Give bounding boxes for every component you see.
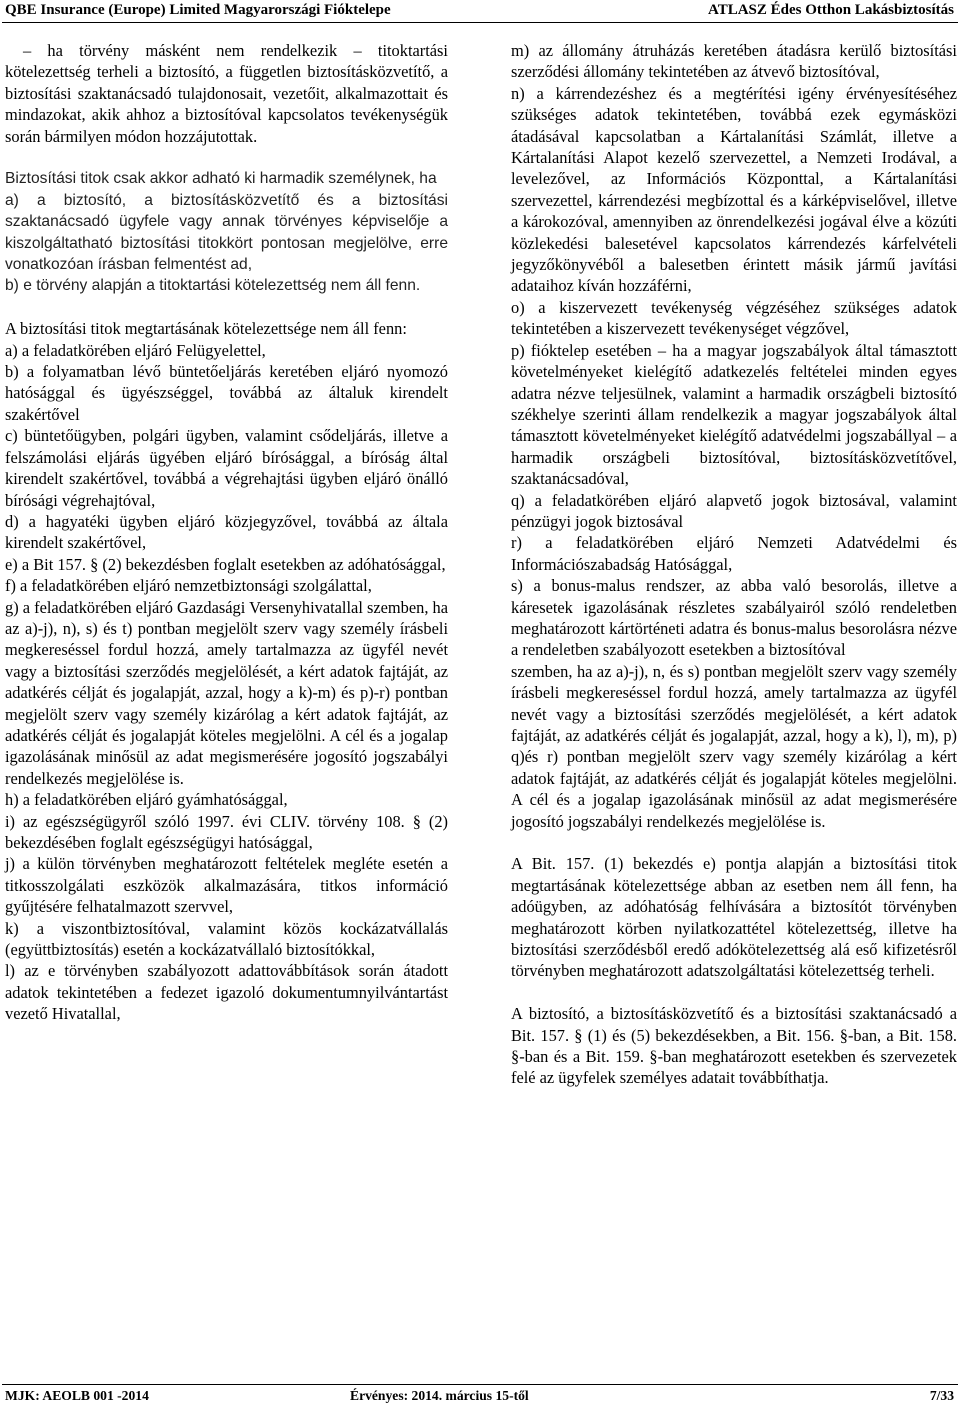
header-rule: [2, 22, 958, 23]
paragraph-exceptions-intro: A biztosítási titok megtartásának kötelezettsége nem áll fenn:: [5, 319, 407, 339]
list-item: e) a Bit 157. § (2) bekezdésben foglalt esetekben az adóhatósággal,: [5, 554, 446, 574]
header-product: ATLASZ Édes Otthon Lakásbiztosítás: [707, 2, 954, 18]
header-company: QBE Insurance (Europe) Limited Magyarországi Fióktelepe: [5, 2, 391, 18]
list-item: l) az e törvényben szabályozott adattovábbítások során átadott adatok tekintetében a fedezet igazoló dokumentumnyilvántartást vezető Hivatallal,: [5, 961, 448, 1024]
list-item: k) a viszontbiztosítóval, valamint közös kockázatvállalás (együttbiztosítás) esetén a kockázatvállaló biztosítókkal,: [5, 918, 448, 960]
paragraph-request-requirements: szemben, ha az a)-j), n, és s) pontban megjelölt szerv vagy személy írásbeli megkereséssel fordul hozzá, amely tartalmazza az ügyfél nevét vagy a biztosítási szerződés megjelölését, a kért adatok fajtáját, az adatkérés célját és jogalapját, azzal, hogy a k), l), m), p) q)és r) pontban megjelölt szerv vagy személy kizárólag a kért adatok fajtáját, az adatkérés célját és jogalapját köteles megjelölni. A cél és a jogalap igazolásának minősül az adat megismerésére jogosító jogszabályi rendelkezés megjelölése is.: [511, 661, 957, 831]
list-item: a) a biztosító, a biztosításközvetítő és a biztosítási szaktanácsadó ügyfele vagy annak törvényes képviselője a kiszolgáltatható biztosítási titokkört pontosan megjelölve, erre vonatkozóan írásban felmentést ad,: [5, 191, 448, 274]
list-item: p) fióktelep esetében – ha a magyar jogszabályok által támasztott követelményeket kielégítő adatkezelés feltételei minden egyes adatra nézve teljesülnek, valamint a harmadik országbeli biztosító székhelye szerinti állam rendelkezik a magyar jogszabályok által támasztott követelményeket kielégítő adatvédelmi jogszabállyal – a harmadik országbeli biztosítóval, biztosításközvetítővel, szaktanácsadóval,: [511, 340, 957, 489]
footer-document-code: MJK: AEOLB 001 -2014: [5, 1388, 149, 1403]
list-item: o) a kiszervezett tevékenység végzéséhez szükséges adatok tekintetében a kiszervezett tevékenységet végzővel,: [511, 297, 957, 339]
list-item: d) a hagyatéki ügyben eljáró közjegyzővel, továbbá az általa kirendelt szakértővel,: [5, 511, 448, 553]
paragraph-data-transfer: A biztosító, a biztosításközvetítő és a biztosítási szaktanácsadó a Bit. 157. § (1) és (5) bekezdésekben, a Bit. 156. §-ban, a Bit. 158. §-ban és a Bit. 159. §-ban meghatározott esetekben és szervezetek felé az ügyfelek személyes adatait továbbíthatja.: [511, 1004, 957, 1088]
list-item: f) a feladatkörében eljáró nemzetbiztonsági szolgálattal,: [5, 576, 372, 596]
list-item: b) a folyamatban lévő büntetőeljárás keretében eljáró nyomozó hatósággal és ügyészséggel, továbbá az általuk kirendelt szakértővel: [5, 362, 448, 424]
footer-validity: Érvényes: 2014. március 15-től: [350, 1388, 529, 1403]
page-footer: [0, 1386, 960, 1406]
page-header: [0, 0, 960, 22]
list-item: g) a feladatkörében eljáró Gazdasági Versenyhivatallal szemben, ha az a)-j), n), s) és t) pontban megjelölt szerv vagy személy írásbeli megkereséssel fordul hozzá, amely tartalmazza az ügyfél nevét vagy a biztosítási szerződés megjelölését, a kért adatok fajtáját, az adatkérés célját és jogalapját, azzal, hogy a k)-m) és p)-r) pontban megjelölt szerv vagy személy kizárólag a kért adatok fajtáját, az adatkérés célját és jogalapját köteles megjelölni. A cél és a jogalap igazolásának minősül az adat megismerésére jogosító jogszabályi rendelkezés megjelölése is.: [5, 597, 448, 788]
list-item: a) a feladatkörében eljáró Felügyelettel,: [5, 340, 266, 360]
list-item: b) e törvény alapján a titoktartási kötelezettség nem áll fenn.: [5, 277, 421, 295]
list-item: r) a feladatkörében eljáró Nemzeti Adatvédelmi és Információszabadság Hatósággal,: [511, 533, 957, 574]
list-item: c) büntetőügyben, polgári ügyben, valamint csődeljárás, illetve a felszámolási eljárás ügyében eljáró bírósággal, a bíróság által kirendelt szakértővel, továbbá a végrehajtási ügyben eljáró önálló bírósági végrehajtóval,: [5, 426, 448, 510]
list-item: i) az egészségügyről szóló 1997. évi CLIV. törvény 108. § (2) bekezdésében foglalt egészségügyi hatósággal,: [5, 811, 448, 852]
list-item: s) a bonus-malus rendszer, az abba való besorolás, illetve a káresetek igazolásának részletes szabályairól szóló rendeletben meghatározott kártörténeti adatra és bonus-malus besorolásra nézve a rendeletben szabályozott esetekben a biztosítóval: [511, 576, 957, 660]
paragraph-tax-exception: A Bit. 157. (1) bekezdés e) pontja alapján a biztosítási titok megtartásának kötelezettsége abban az esetben nem áll fenn, ha adóügyben, az adóhatóság felhívására a biztosítót törvényben meghatározott körben nyilatkozattétel kötelezettség, illetve ha biztosítási szerződésből eredő adókötelezettség alá eső kifizetésről törvényben meghatározott adatszolgáltatási kötelezettség terheli.: [511, 854, 957, 981]
list-item: m) az állomány átruházás keretében átadásra kerülő biztosítási szerződési állomány tekintetében az átvevő biztosítóval,: [511, 41, 957, 82]
footer-rule: [2, 1384, 958, 1385]
list-item: n) a kárrendezéshez és a megtérítési igény érvényesítéséhez szükséges adatok tekintetében, továbbá ezek egymásközi átadásával kapcsolatban a Kártalanítási Számlát, illetve a Kártalanítási Alapot kezelő szervezettel, a Nemzeti Irodával, a levelezővel, az Információs Központtal, a Kártalanítási szervezettel, kárrendezési megbízottal és a kárképviselővel, illetve a károkozóval, amennyiben az önrendelkezési jogával élve a közúti közlekedési balesetével kapcsolatos kárrendezés kárfelvételi jegyzőkönyvéből a balesetben érintett másik jármű javítási adataihoz kíván hozzáférni,: [511, 83, 957, 296]
list-item: h) a feladatkörében eljáró gyámhatósággal,: [5, 790, 288, 810]
footer-page-number: 7/33: [929, 1388, 954, 1403]
paragraph-confidentiality-intro: – ha törvény másként nem rendelkezik – titoktartási kötelezettség terheli a biztosító, a független biztosításközvetítő, a biztosítási szaktanácsadó tulajdonosait, vezetőit, alkalmazottait és mindazokat, akik ahhoz a biztosítóval kapcsolatos tevékenységük során bármilyen módon hozzájutottak.: [5, 41, 448, 146]
paragraph-disclosure-conditions: Biztosítási titok csak akkor adható ki harmadik személynek, ha: [5, 170, 437, 188]
list-item: j) a külön törvényben meghatározott feltételek megléte esetén a titkosszolgálati eszközök alkalmazására, titkos információ gyűjtésére felhatalmazott szervvel,: [5, 854, 448, 917]
left-column: [5, 40, 448, 1025]
right-column: [511, 40, 957, 1089]
list-item: q) a feladatkörében eljáró alapvető jogok biztosával, valamint pénzügyi jogok biztosával: [511, 490, 957, 531]
